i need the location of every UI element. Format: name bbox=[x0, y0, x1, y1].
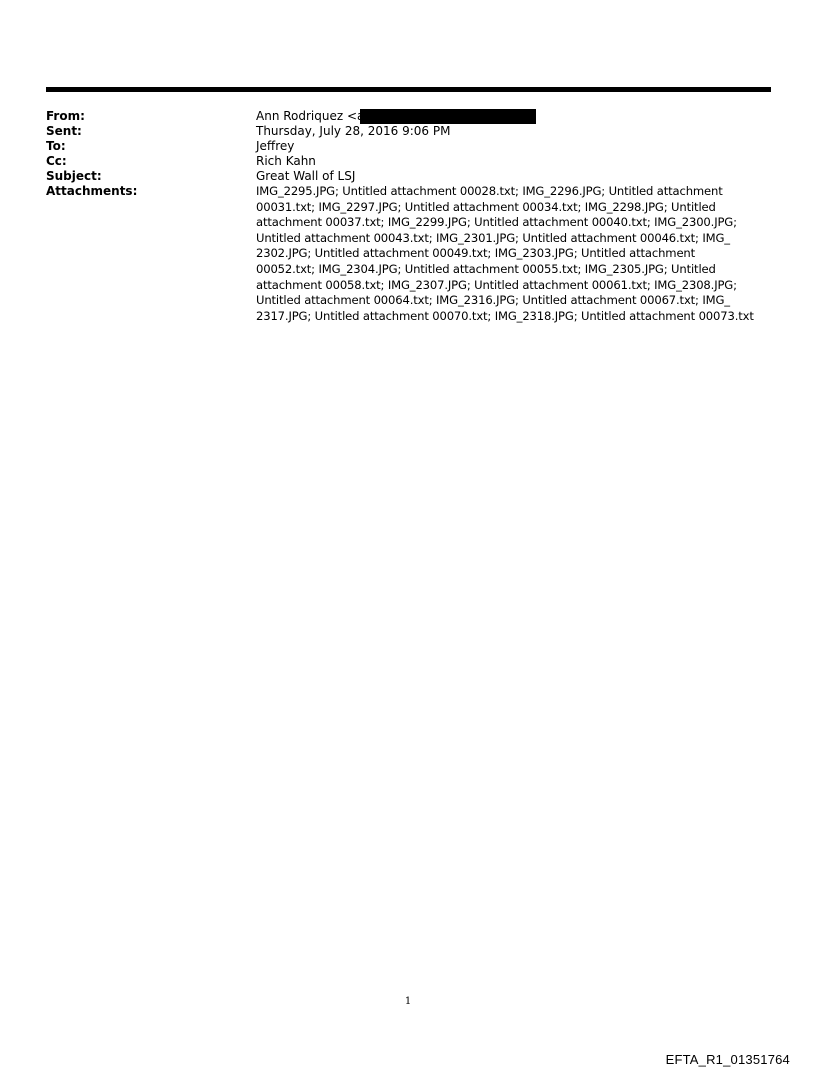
attachments-value bbox=[256, 184, 772, 324]
attachments-line: attachment 00058.txt; IMG_2307.JPG; Untitled attachment 00061.txt; IMG_2308.JPG; bbox=[256, 277, 737, 292]
sent-value: Thursday, July 28, 2016 9:06 PM bbox=[256, 124, 451, 138]
document-id: EFTA_R1_01351764 bbox=[665, 1052, 790, 1067]
attachments-row bbox=[46, 184, 772, 324]
attachments-label: Attachments: bbox=[46, 184, 138, 198]
subject-value: Great Wall of LSJ bbox=[256, 169, 356, 183]
attachments-line: 00052.txt; IMG_2304.JPG; Untitled attachment 00055.txt; IMG_2305.JPG; Untitled bbox=[256, 261, 716, 276]
email-header bbox=[46, 109, 772, 324]
sent-label: Sent: bbox=[46, 124, 82, 138]
cc-value: Rich Kahn bbox=[256, 154, 316, 168]
from-value: Ann Rodriquez <a bbox=[256, 109, 365, 123]
attachments-line: 2317.JPG; Untitled attachment 00070.txt; IMG_2318.JPG; Untitled attachment 00073.txt bbox=[256, 308, 754, 323]
page-number: 1 bbox=[404, 996, 412, 1007]
to-row bbox=[46, 139, 772, 154]
attachments-line: attachment 00037.txt; IMG_2299.JPG; Untitled attachment 00040.txt; IMG_2300.JPG; bbox=[256, 215, 737, 230]
from-row bbox=[46, 109, 772, 124]
cc-label: Cc: bbox=[46, 154, 67, 168]
to-label: To: bbox=[46, 139, 66, 153]
sent-row bbox=[46, 124, 772, 139]
attachments-line: IMG_2295.JPG; Untitled attachment 00028.txt; IMG_2296.JPG; Untitled attachment bbox=[256, 184, 723, 198]
subject-row bbox=[46, 169, 772, 184]
attachments-line: 00031.txt; IMG_2297.JPG; Untitled attachment 00034.txt; IMG_2298.JPG; Untitled bbox=[256, 199, 716, 214]
cc-row bbox=[46, 154, 772, 169]
subject-label: Subject: bbox=[46, 169, 102, 183]
redaction-block bbox=[360, 109, 536, 124]
attachments-line: 2302.JPG; Untitled attachment 00049.txt; IMG_2303.JPG; Untitled attachment bbox=[256, 246, 696, 261]
attachments-line: Untitled attachment 00064.txt; IMG_2316.JPG; Untitled attachment 00067.txt; IMG_ bbox=[256, 293, 730, 308]
attachments-line: Untitled attachment 00043.txt; IMG_2301.JPG; Untitled attachment 00046.txt; IMG_ bbox=[256, 230, 730, 245]
header-rule bbox=[46, 87, 771, 92]
from-label: From: bbox=[46, 109, 85, 123]
from-value-container bbox=[256, 109, 772, 124]
to-value: Jeffrey bbox=[256, 139, 295, 153]
